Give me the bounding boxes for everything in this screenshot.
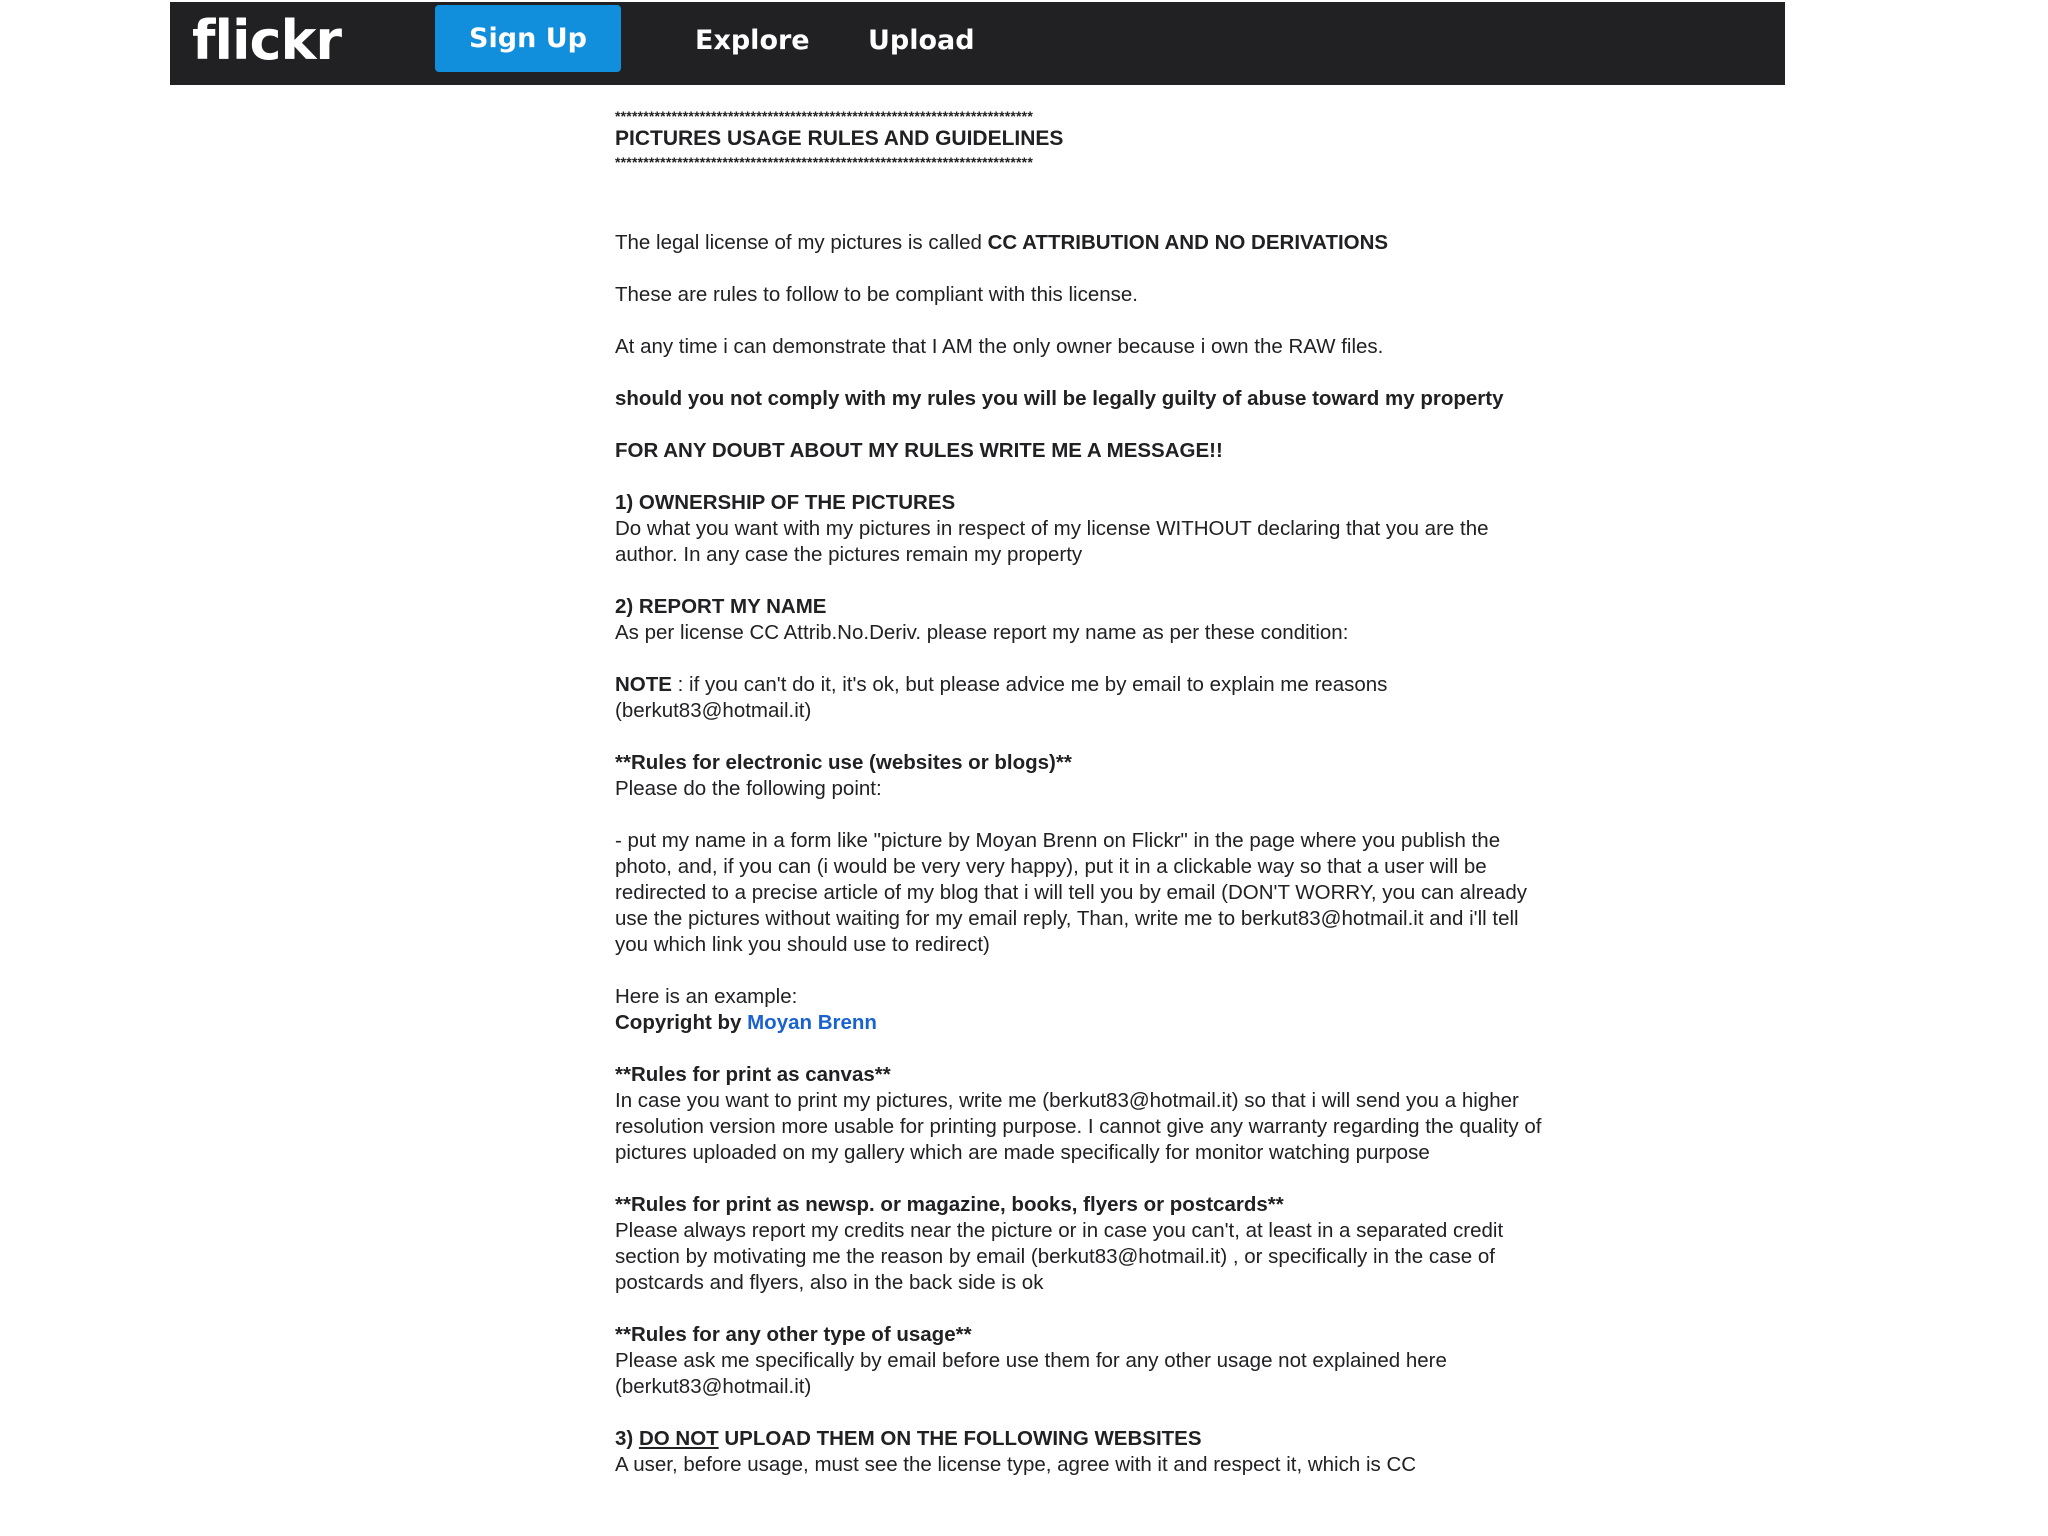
nav-upload-link[interactable]: Upload [868, 25, 975, 56]
electronic-use-section [615, 750, 1555, 802]
moyan-brenn-link[interactable]: Moyan Brenn [747, 1011, 877, 1034]
note-body: : if you can't do it, it's ok, but please advice me by email to explain me reasons (berkut83@hotmail.it) [615, 673, 1388, 722]
section-ownership [615, 490, 1555, 568]
stars-divider-bottom: ************************************************************************** [615, 154, 1033, 170]
example-label: Here is an example: [615, 985, 798, 1008]
spacer [615, 168, 1555, 230]
note-label: NOTE [615, 673, 672, 696]
do-not-upload-underlined: DO NOT [638, 1427, 719, 1450]
canvas-section [615, 1062, 1555, 1166]
other-usage-heading: **Rules for any other type of usage** [615, 1323, 972, 1346]
doubt-message: FOR ANY DOUBT ABOUT MY RULES WRITE ME A MESSAGE!! [615, 439, 1223, 462]
guidelines-title: PICTURES USAGE RULES AND GUIDELINES [615, 127, 1064, 150]
section-ownership-heading: 1) OWNERSHIP OF THE PICTURES [615, 491, 956, 514]
example-paragraph [615, 984, 1555, 1036]
nav-explore-link[interactable]: Explore [695, 25, 810, 56]
electronic-use-intro: Please do the following point: [615, 777, 882, 800]
license-paragraph [615, 230, 1555, 256]
do-not-upload-rest: UPLOAD THEM ON THE FOLLOWING WEBSITES [718, 1427, 1202, 1450]
flickr-logo[interactable]: flickr [192, 9, 342, 72]
owner-statement: At any time i can demonstrate that I AM the only owner because i own the RAW files. [615, 335, 1384, 358]
do-not-upload-body: A user, before usage, must see the license type, agree with it and respect it, which is CC [615, 1453, 1417, 1476]
electronic-use-heading: **Rules for electronic use (websites or blogs)** [615, 751, 1072, 774]
license-name: CC ATTRIBUTION AND NO DERIVATIONS [987, 231, 1389, 254]
section-report-name-heading: 2) REPORT MY NAME [615, 595, 827, 618]
section-ownership-body: Do what you want with my pictures in respect of my license WITHOUT declaring that you are the author. In any case the pictures remain my property [615, 517, 1489, 566]
section-do-not-upload [615, 1426, 1555, 1478]
other-usage-body: Please ask me specifically by email before use them for any other usage not explained here (berkut83@hotmail.it) [615, 1349, 1447, 1398]
electronic-use-body: - put my name in a form like "picture by Moyan Brenn on Flickr" in the page where you publish the photo, and, if you can (i would be very very happy), put it in a clickable way so that a user will be redirected to a precise article of my blog that i will tell you by email (DON'T WORRY, you can already use the pictures without waiting for my email reply, Than, write me to berkut83@hotmail.it and i'll tell you which link you should use to redirect) [615, 829, 1527, 956]
canvas-heading: **Rules for print as canvas** [615, 1063, 891, 1086]
browser-page [170, 2, 1785, 1536]
section-report-name-body: As per license CC Attrib.No.Deriv. please report my name as per these condition: [615, 621, 1349, 644]
canvas-body: In case you want to print my pictures, write me (berkut83@hotmail.it) so that i will send you a higher resolution version more usable for printing purpose. I cannot give any warranty regarding the quality of pictures uploaded on my gallery which are made specifically for monitor watching purpose [615, 1089, 1542, 1164]
section-report-name [615, 594, 1555, 646]
top-navigation-bar [170, 2, 1785, 85]
profile-description [615, 110, 1555, 1504]
legal-warning: should you not comply with my rules you will be legally guilty of abuse toward my property [615, 387, 1504, 410]
print-section [615, 1192, 1555, 1296]
license-prefix: The legal license of my pictures is called [615, 231, 988, 254]
sign-up-button[interactable]: Sign Up [435, 5, 621, 72]
note-paragraph [615, 672, 1555, 724]
copyright-prefix: Copyright by [615, 1011, 748, 1034]
rules-intro: These are rules to follow to be compliant with this license. [615, 283, 1139, 306]
print-body: Please always report my credits near the picture or in case you can't, at least in a separated credit section by motivating me the reason by email (berkut83@hotmail.it) , or specifically in the case of postcards and flyers, also in the back side is ok [615, 1219, 1504, 1294]
print-heading: **Rules for print as newsp. or magazine, books, flyers or postcards** [615, 1193, 1284, 1216]
stars-divider-top: ************************************************************************** [615, 108, 1033, 124]
do-not-upload-prefix: 3) [615, 1427, 639, 1450]
other-usage-section [615, 1322, 1555, 1400]
